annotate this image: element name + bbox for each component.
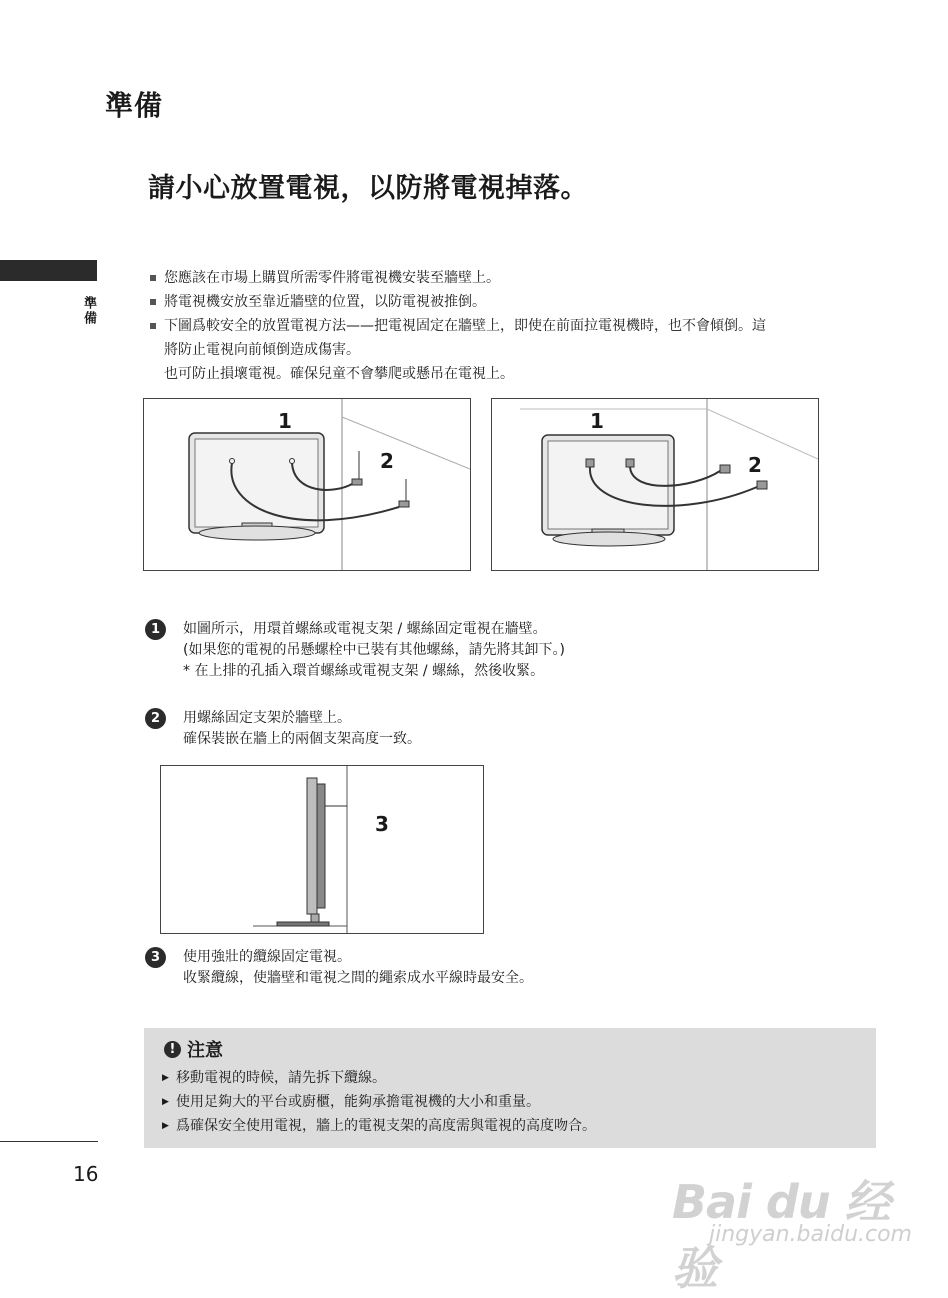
step-number-badge: 2	[145, 708, 166, 729]
page-headline: 請小心放置電視，以防將電視掉落。	[148, 173, 588, 204]
step-line: 使用強壯的纜線固定電視。	[183, 949, 351, 965]
exclamation-icon: !	[164, 1041, 181, 1058]
step-3	[145, 947, 825, 989]
caution-note	[144, 1028, 876, 1148]
footer-rule	[0, 1141, 98, 1142]
figure-eye-bolt	[143, 398, 471, 571]
step-line: (如果您的電視的吊懸螺栓中已裝有其他螺絲，請先將其卸下。)	[183, 642, 565, 658]
watermark	[672, 1140, 912, 1295]
step-line: 如圖所示，用環首螺絲或電視支架 / 螺絲固定電視在牆壁。	[183, 621, 547, 637]
caution-item: ▶ 移動電視的時候，請先拆下纜線。	[162, 1066, 596, 1090]
step-line: 用螺絲固定支架於牆壁上。	[183, 710, 351, 726]
caution-item: ▶ 爲確保安全使用電視，牆上的電視支架的高度需與電視的高度吻合。	[162, 1114, 596, 1138]
figure-side-view-illustration	[161, 766, 483, 933]
watermark-url: jingyan.baidu.com	[708, 1222, 912, 1247]
callout-number: 1	[590, 409, 604, 433]
step-line: * 在上排的孔插入環首螺絲或電視支架 / 螺絲，然後收緊。	[183, 663, 545, 679]
watermark-brand: Bai du 经验	[672, 1175, 890, 1295]
step-line: 確保裝嵌在牆上的兩個支架高度一致。	[183, 731, 421, 747]
figure-eye-bolt-illustration	[144, 399, 470, 570]
step-number-badge: 3	[145, 947, 166, 968]
step-line: 收緊纜線，使牆壁和電視之間的繩索成水平線時最安全。	[183, 970, 533, 986]
callout-number: 2	[380, 449, 394, 473]
figure-bracket	[491, 398, 819, 571]
figure-side-view	[160, 765, 484, 934]
side-tab-bar	[0, 260, 97, 281]
bullet-continuation: 將防止電視向前傾倒造成傷害。	[164, 342, 360, 358]
bullet-item: 下圖爲較安全的放置電視方法——把電視固定在牆壁上，即使在前面拉電視機時，也不會傾倒。這	[150, 314, 870, 338]
page-number: 16	[73, 1162, 99, 1186]
bullet-item: 將電視機安放至靠近牆壁的位置，以防電視被推倒。	[150, 290, 870, 314]
caution-item: ▶ 使用足夠大的平台或廚櫃，能夠承擔電視機的大小和重量。	[162, 1090, 596, 1114]
callout-number: 2	[748, 453, 762, 477]
caution-title-text: 注意	[187, 1040, 223, 1061]
step-1	[145, 619, 825, 682]
bullet-continuation: 也可防止損壞電視。確保兒童不會攀爬或懸吊在電視上。	[164, 366, 514, 382]
step-number-badge: 1	[145, 619, 166, 640]
side-tab-label: 準備	[81, 296, 96, 326]
bullet-item: 您應該在市場上購買所需零件將電視機安裝至牆壁上。	[150, 266, 870, 290]
callout-number: 1	[278, 409, 292, 433]
figure-bracket-illustration	[492, 399, 818, 570]
step-2	[145, 708, 825, 750]
caution-list	[162, 1066, 596, 1138]
caution-title	[164, 1036, 223, 1062]
section-title: 準備	[105, 89, 164, 122]
intro-bullets	[150, 266, 870, 386]
callout-number: 3	[375, 812, 389, 836]
